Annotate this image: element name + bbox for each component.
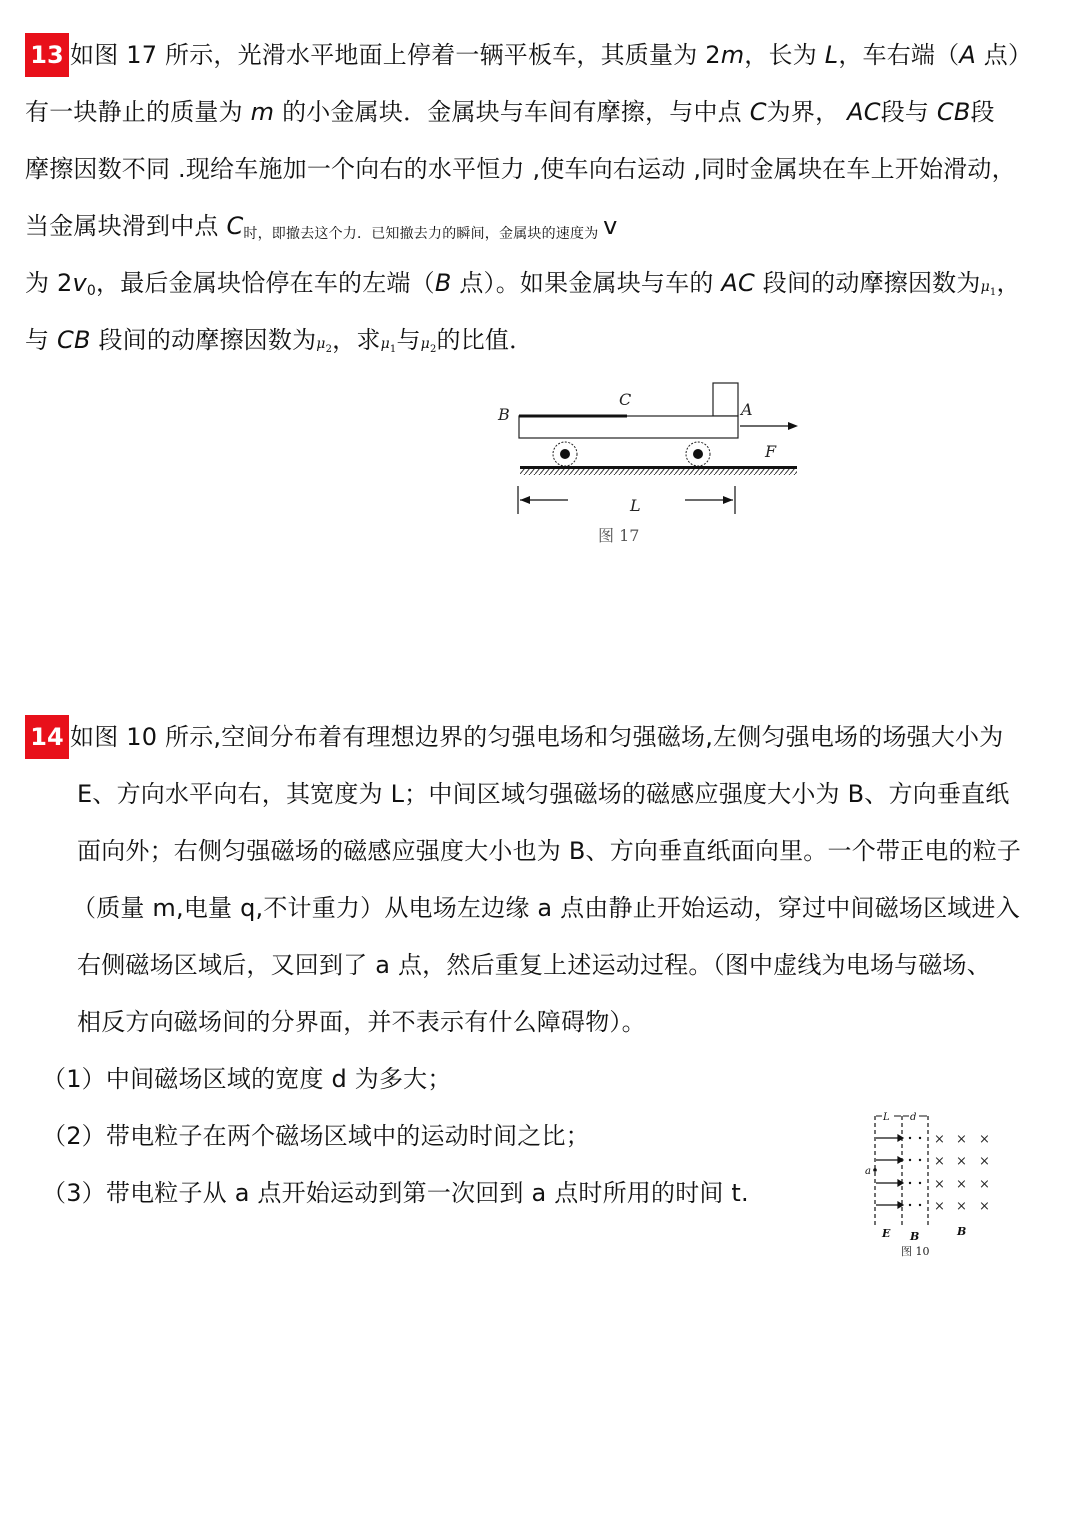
svg-text:×: × bbox=[956, 1154, 967, 1169]
mu1-symbol: $\mu_1$ bbox=[980, 279, 997, 298]
svg-text:×: × bbox=[934, 1199, 945, 1214]
svg-text:A: A bbox=[741, 400, 753, 419]
svg-text:L: L bbox=[883, 1112, 890, 1123]
figure-10-field-diagram bbox=[858, 1108, 1003, 1263]
svg-text:×: × bbox=[956, 1199, 967, 1214]
svg-text:B: B bbox=[498, 405, 510, 424]
ground bbox=[520, 466, 797, 469]
svg-text:×: × bbox=[956, 1132, 967, 1147]
svg-text:图 10: 图 10 bbox=[901, 1245, 930, 1258]
q14-line-1: 如图 10 所示,空间分布着有理想边界的匀强电场和匀强磁场,左侧匀强电场的场强大小为 bbox=[70, 723, 1004, 751]
q13-line-3: 摩擦因数不同 .现给车施加一个向右的水平恒力 ,使车向右运动 ,同时金属块在车上开始滑动， bbox=[25, 155, 1016, 183]
svg-text:E: E bbox=[882, 1227, 891, 1240]
svg-text:C: C bbox=[619, 390, 632, 409]
svg-text:图 17: 图 17 bbox=[598, 526, 640, 545]
mu1-symbol: $\mu_1$ bbox=[380, 336, 397, 355]
cart-body bbox=[519, 416, 738, 438]
mu2-symbol: $\mu_2$ bbox=[316, 336, 333, 355]
figure-17-cart-diagram bbox=[490, 378, 810, 553]
sub-question-1: （1）中间磁场区域的宽度 d 为多大； bbox=[42, 1065, 452, 1093]
svg-text:×: × bbox=[934, 1154, 945, 1169]
q13-line-6: 与 CB 段间的动摩擦因数为$\mu_2$，求$\mu_1$与$\mu_2$的比值． bbox=[25, 326, 534, 355]
sub-question-3: （3）带电粒子从 a 点开始运动到第一次回到 a 点时所用的时间 t. bbox=[42, 1179, 749, 1207]
question-number-badge: 13 bbox=[25, 33, 69, 77]
svg-text:×: × bbox=[979, 1154, 990, 1169]
q14-line-2: E、方向水平向右，其宽度为 L；中间区域匀强磁场的磁感应强度大小为 B、方向垂直纸 bbox=[77, 780, 1010, 808]
q13-line-2: 有一块静止的质量为 m 的小金属块．金属块与车间有摩擦，与中点 C为界， AC段与 CB段 bbox=[25, 98, 995, 126]
svg-text:×: × bbox=[934, 1177, 945, 1192]
metal-block bbox=[713, 383, 738, 416]
question-number-badge: 14 bbox=[25, 715, 69, 759]
mu2-symbol: $\mu_2$ bbox=[420, 336, 437, 355]
svg-text:×: × bbox=[979, 1177, 990, 1192]
svg-text:d: d bbox=[910, 1112, 917, 1123]
svg-text:×: × bbox=[979, 1199, 990, 1214]
q14-line-5: 右侧磁场区域后，又回到了 a 点，然后重复上述运动过程。（图中虚线为电场与磁场、 bbox=[77, 951, 991, 979]
q13-line-1: 如图 17 所示，光滑水平地面上停着一辆平板车，其质量为 2m，长为 L，车右端（A 点） bbox=[70, 41, 1033, 69]
sub-question-2: （2）带电粒子在两个磁场区域中的运动时间之比； bbox=[42, 1122, 590, 1150]
q14-line-4: （质量 m,电量 q,不计重力）从电场左边缘 a 点由静止开始运动，穿过中间磁场区域进入 bbox=[72, 894, 1020, 922]
svg-text:×: × bbox=[956, 1177, 967, 1192]
q13-line-5: 为 $2v_0$，最后金属块恰停在车的左端（B 点）。如果金属块与车的 AC 段间的动摩擦因数为$\mu_1$， bbox=[25, 269, 1021, 299]
svg-text:L: L bbox=[630, 496, 641, 515]
svg-text:a: a bbox=[865, 1166, 871, 1177]
q14-line-3: 面向外；右侧匀强磁场的磁感应强度大小也为 B、方向垂直纸面向里。一个带正电的粒子 bbox=[77, 837, 1022, 865]
svg-text:B: B bbox=[910, 1230, 920, 1243]
svg-text:×: × bbox=[979, 1132, 990, 1147]
q13-line-4: 当金属块滑到中点 $C_{时,即撤去这个力.已知撤去力的瞬间,金属块的速度为}$ v bbox=[25, 212, 618, 242]
svg-text:×: × bbox=[934, 1132, 945, 1147]
svg-text:F: F bbox=[765, 442, 777, 461]
svg-text:B: B bbox=[957, 1225, 967, 1238]
q14-line-6: 相反方向磁场间的分界面，并不表示有什么障碍物）。 bbox=[77, 1008, 646, 1036]
